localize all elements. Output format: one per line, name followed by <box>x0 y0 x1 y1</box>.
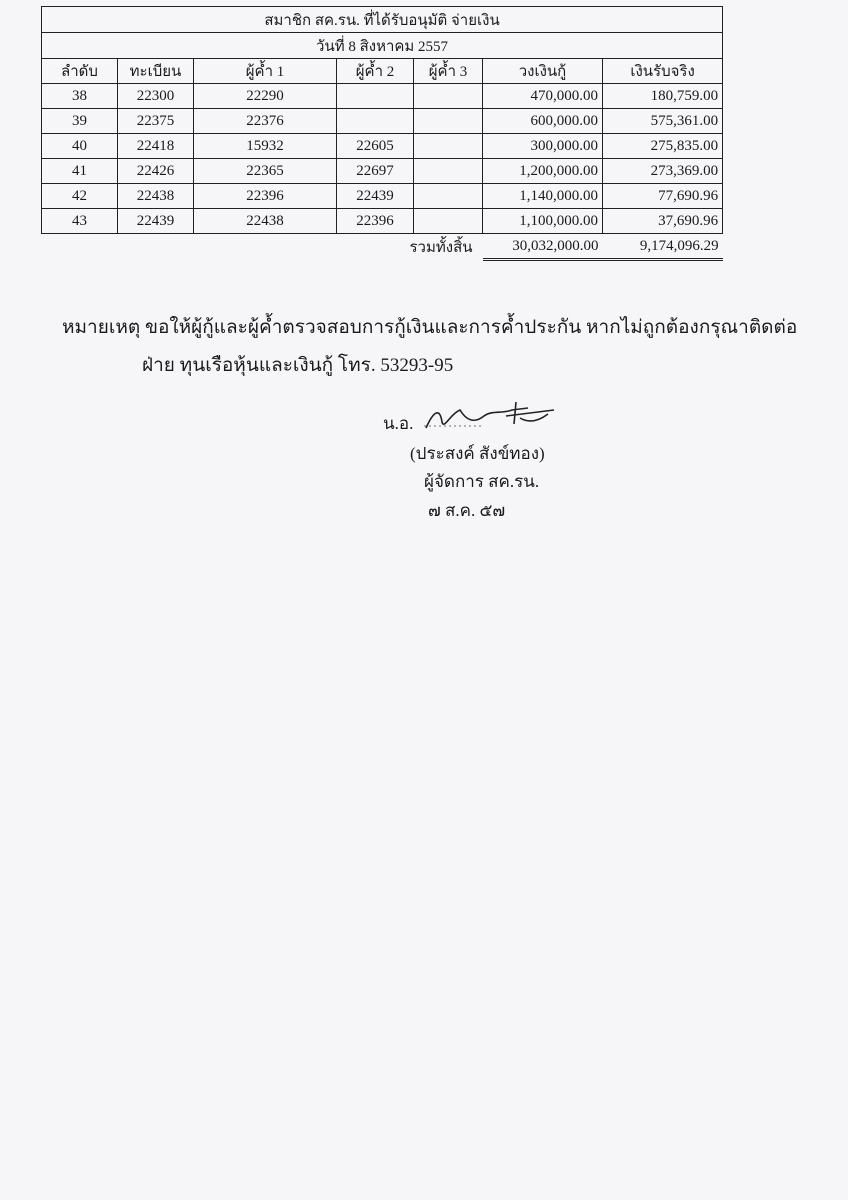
cell-order: 39 <box>42 109 118 134</box>
total-row <box>42 234 723 260</box>
cell-order: 42 <box>42 184 118 209</box>
cell-guarantor-1: 22376 <box>194 109 337 134</box>
total-label: รวมทั้งสิ้น <box>409 239 473 256</box>
table-row <box>42 209 723 234</box>
cell-guarantor-3 <box>414 84 483 109</box>
cell-guarantor-2: 22439 <box>337 184 414 209</box>
cell-guarantor-1: 22365 <box>194 159 337 184</box>
cell-guarantor-3 <box>414 134 483 159</box>
cell-register: 22438 <box>118 184 194 209</box>
cell-guarantor-1: 15932 <box>194 134 337 159</box>
cell-guarantor-2: 22396 <box>337 209 414 234</box>
cell-order: 41 <box>42 159 118 184</box>
cell-loan-amount: 1,200,000.00 <box>483 159 603 184</box>
cell-received: 575,361.00 <box>603 109 723 134</box>
cell-loan-amount: 1,100,000.00 <box>483 209 603 234</box>
table-row <box>42 184 723 209</box>
cell-guarantor-2 <box>337 84 414 109</box>
cell-loan-amount: 1,140,000.00 <box>483 184 603 209</box>
table-row <box>42 159 723 184</box>
signatory-name: (ประสงค์ สังข์ทอง) <box>410 444 545 463</box>
loan-approval-table <box>41 6 723 261</box>
cell-register: 22300 <box>118 84 194 109</box>
cell-order: 40 <box>42 134 118 159</box>
cell-guarantor-3 <box>414 109 483 134</box>
cell-received: 77,690.96 <box>603 184 723 209</box>
header-guarantor-2: ผู้ค้ำ 2 <box>337 59 414 84</box>
header-received: เงินรับจริง <box>603 59 723 84</box>
table-row <box>42 109 723 134</box>
cell-loan-amount: 600,000.00 <box>483 109 603 134</box>
cell-order: 43 <box>42 209 118 234</box>
cell-guarantor-2: 22697 <box>337 159 414 184</box>
cell-guarantor-1: 22290 <box>194 84 337 109</box>
cell-guarantor-2: 22605 <box>337 134 414 159</box>
total-received: 9,174,096.29 <box>603 234 723 260</box>
cell-loan-amount: 300,000.00 <box>483 134 603 159</box>
header-order: ลำดับ <box>42 59 118 84</box>
cell-received: 180,759.00 <box>603 84 723 109</box>
cell-guarantor-1: 22438 <box>194 209 337 234</box>
signatory-title: ผู้จัดการ สค.รน. <box>424 472 540 491</box>
cell-register: 22375 <box>118 109 194 134</box>
cell-guarantor-3 <box>414 159 483 184</box>
header-guarantor-3: ผู้ค้ำ 3 <box>414 59 483 84</box>
cell-register: 22439 <box>118 209 194 234</box>
signature-rank: น.อ. <box>383 414 414 433</box>
total-loan-amount: 30,032,000.00 <box>483 234 603 260</box>
cell-order: 38 <box>42 84 118 109</box>
cell-received: 275,835.00 <box>603 134 723 159</box>
cell-register: 22418 <box>118 134 194 159</box>
header-register: ทะเบียน <box>118 59 194 84</box>
cell-guarantor-1: 22396 <box>194 184 337 209</box>
cell-received: 37,690.96 <box>603 209 723 234</box>
cell-guarantor-3 <box>414 209 483 234</box>
table-row <box>42 134 723 159</box>
header-loan-amount: วงเงินกู้ <box>483 59 603 84</box>
handwritten-signature <box>420 400 560 434</box>
table-title: สมาชิก สค.รน. ที่ได้รับอนุมัติ จ่ายเงิน <box>42 7 723 33</box>
cell-register: 22426 <box>118 159 194 184</box>
cell-guarantor-3 <box>414 184 483 209</box>
remark-line-1: หมายเหตุ ขอให้ผู้กู้และผู้ค้ำตรวจสอบการกู้เงินและการค้ำประกัน หากไม่ถูกต้องกรุณาติดต่อ <box>62 317 798 338</box>
header-guarantor-1: ผู้ค้ำ 1 <box>194 59 337 84</box>
remark-line-2: ฝ่าย ทุนเรือหุ้นและเงินกู้ โทร. 53293-95 <box>142 355 454 376</box>
table-date: วันที่ 8 สิงหาคม 2557 <box>42 33 723 59</box>
cell-loan-amount: 470,000.00 <box>483 84 603 109</box>
signature-date: ๗ ส.ค. ๕๗ <box>428 501 506 520</box>
cell-received: 273,369.00 <box>603 159 723 184</box>
table-row <box>42 84 723 109</box>
cell-guarantor-2 <box>337 109 414 134</box>
